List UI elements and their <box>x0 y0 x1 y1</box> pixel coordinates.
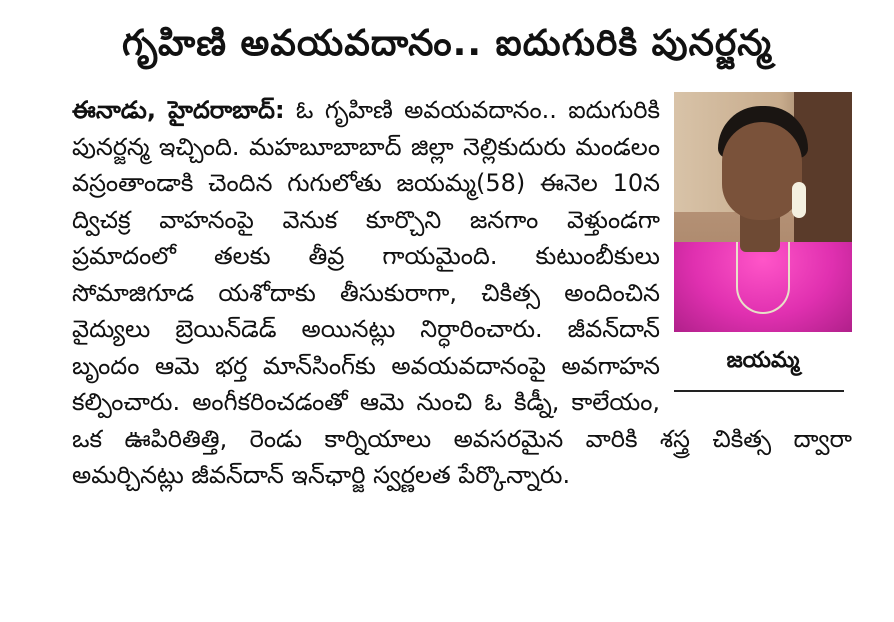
dateline: ఈనాడు, హైదరాబాద్: <box>72 96 285 124</box>
portrait-photo <box>674 92 852 332</box>
photo-column <box>674 92 852 392</box>
article-container <box>72 92 852 494</box>
headline: గృహిణి అవయవదానం.. ఐదుగురికి పునర్జన్మ <box>122 23 772 64</box>
caption-divider <box>674 390 844 392</box>
photo-caption: జయమ్మ <box>726 348 800 373</box>
article-text: ఓ గృహిణి అవయవదానం.. ఐదుగురికి పునర్జన్మ ఇచ్చింది. మహబూబాబాద్ జిల్లా నెల్లికుదురు మండలం వస్రంతాండాకి చెందిన గుగులోతు జయమ్మ(58) ఈనెల 10న ద్విచక్ర వాహనంపై వెనుక కూర్చొని జనగాం వెళ్తుండగా ప్రమాదంలో తలకు తీవ్ర గాయమైంది. కుటుంబీకులు సోమాజిగూడ యశోదాకు తీసుకురాగా, చికిత్స అందించిన వైద్యులు బ్రెయిన్‌డెడ్ అయినట్లు నిర్ధారించారు. జీవన్‌దాన్ బృందం ఆమె భర్త మాన్‌సింగ్‌కు అవయవదానంపై అవగాహన కల్పించారు. అంగీకరించడంతో ఆమె నుంచి ఓ కిడ్నీ, కాలేయం, ఒక ఊపిరితిత్తి, రెండు కార్నియాలు అవసరమైన వారికి శస్త్ర చికిత్స ద్వారా అమర్చినట్లు జీవన్‌దాన్ ఇన్‌ఛార్జి స్వర్ణలత పేర్కొన్నారు. <box>72 96 852 489</box>
previous-article-cutoff <box>0 0 894 10</box>
